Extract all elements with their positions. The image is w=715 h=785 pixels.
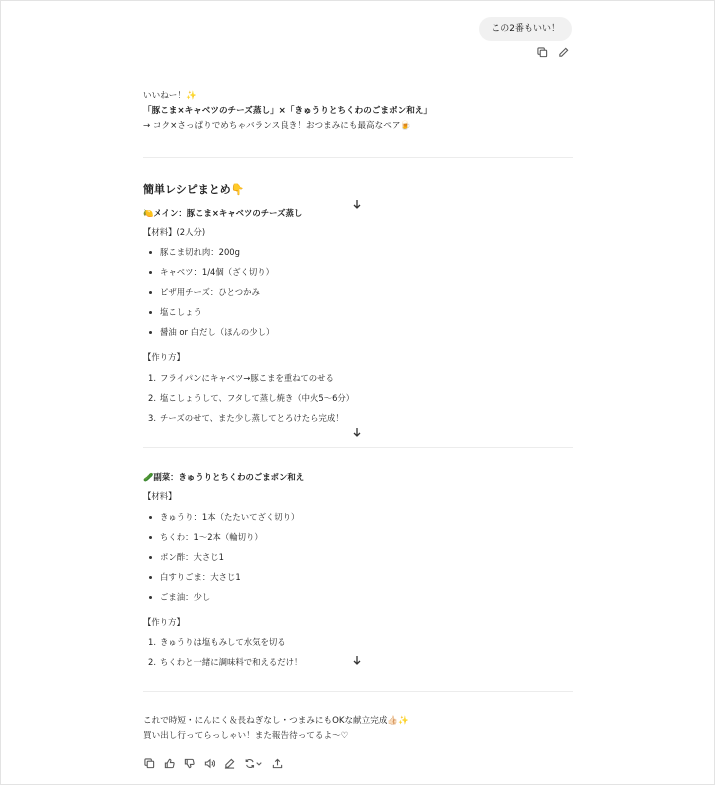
edit-pen-icon[interactable] <box>223 757 235 769</box>
divider <box>143 157 573 158</box>
list-item: ちくわ：1〜2本（輪切り） <box>160 532 263 542</box>
scroll-down-button[interactable] <box>349 196 365 212</box>
closing-line-2: 買い出し行ってらっしゃい！また報告待ってるよ〜♡ <box>143 731 349 741</box>
speaker-icon[interactable] <box>203 757 215 769</box>
intro-line-1: いいねー！✨ <box>143 91 197 101</box>
intro-line-3: → コク×さっぱりでめちゃバランス良き！おつまみにも最高なペア🍺 <box>143 121 412 131</box>
list-item <box>148 636 286 648</box>
list-item: 豚こま切れ肉：200g <box>160 247 240 257</box>
step-text: 塩こしょうして、フタして蒸し焼き（中火5〜6分） <box>160 393 355 403</box>
copy-icon[interactable] <box>536 46 548 58</box>
list-item <box>148 392 354 404</box>
side-dish-title: 🥒副菜：きゅうりとちくわのごまポン和え <box>143 472 305 482</box>
list-item <box>148 372 334 384</box>
list-item <box>148 656 302 668</box>
main-steps-label: 【作り方】 <box>143 352 185 362</box>
arrow-down-icon <box>352 655 362 665</box>
step-number: 1. <box>148 373 156 383</box>
copy-icon[interactable] <box>143 757 155 769</box>
list-item: 塩こしょう <box>160 307 202 317</box>
assistant-closing <box>143 714 573 744</box>
step-number: 2. <box>148 393 156 403</box>
thumbs-up-icon[interactable] <box>163 757 175 769</box>
divider <box>143 691 573 692</box>
main-ingredients-label: 【材料】(2人分) <box>143 227 206 237</box>
step-number: 2. <box>148 657 156 667</box>
list-item: 醤油 or 白だし（ほんの少し） <box>160 327 275 337</box>
list-item: 白すりごま：大さじ1 <box>160 572 241 582</box>
intro-line-2: 「豚こま×キャベツのチーズ蒸し」×「きゅうりとちくわのごまポン和え」 <box>143 106 432 116</box>
list-item: ピザ用チーズ：ひとつかみ <box>160 287 260 297</box>
step-text: ちくわと一緒に調味料で和えるだけ！ <box>160 657 303 667</box>
side-ingredients-label: 【材料】 <box>143 491 177 501</box>
divider <box>143 447 573 448</box>
step-text: きゅうりは塩もみして水気を切る <box>160 637 286 647</box>
step-number: 1. <box>148 637 156 647</box>
list-item: きゅうり：1本（たたいてざく切り） <box>160 512 300 522</box>
user-message-bubble: この2番もいい！ <box>479 17 572 41</box>
arrow-down-icon <box>352 199 362 209</box>
scroll-down-button[interactable] <box>349 652 365 668</box>
step-text: チーズのせて、また少し蒸してとろけたら完成！ <box>160 413 344 423</box>
list-item: ポン酢：大さじ1 <box>160 552 224 562</box>
main-dish-title: 🍋メイン：豚こま×キャベツのチーズ蒸し <box>143 208 303 218</box>
assistant-message-actions <box>143 757 283 769</box>
list-item: キャベツ：1/4個（ざく切り） <box>160 267 274 277</box>
regenerate-icon[interactable] <box>243 757 263 769</box>
list-item <box>148 412 344 424</box>
step-text: フライパンにキャベツ→豚こまを重ねてのせる <box>160 373 334 383</box>
user-message-actions <box>536 46 569 58</box>
arrow-down-icon <box>352 427 362 437</box>
recipe-heading: 簡単レシピまとめ👇 <box>143 183 245 196</box>
scroll-down-button[interactable] <box>349 424 365 440</box>
side-steps-label: 【作り方】 <box>143 617 185 627</box>
step-number: 3. <box>148 413 156 423</box>
list-item: ごま油：少し <box>160 592 211 602</box>
assistant-intro <box>143 89 573 134</box>
thumbs-down-icon[interactable] <box>183 757 195 769</box>
closing-line-1: これで時短・にんにく＆長ねぎなし・つまみにもOKな献立完成👍🏻✨ <box>143 716 409 726</box>
pencil-icon[interactable] <box>557 46 569 58</box>
share-icon[interactable] <box>271 757 283 769</box>
